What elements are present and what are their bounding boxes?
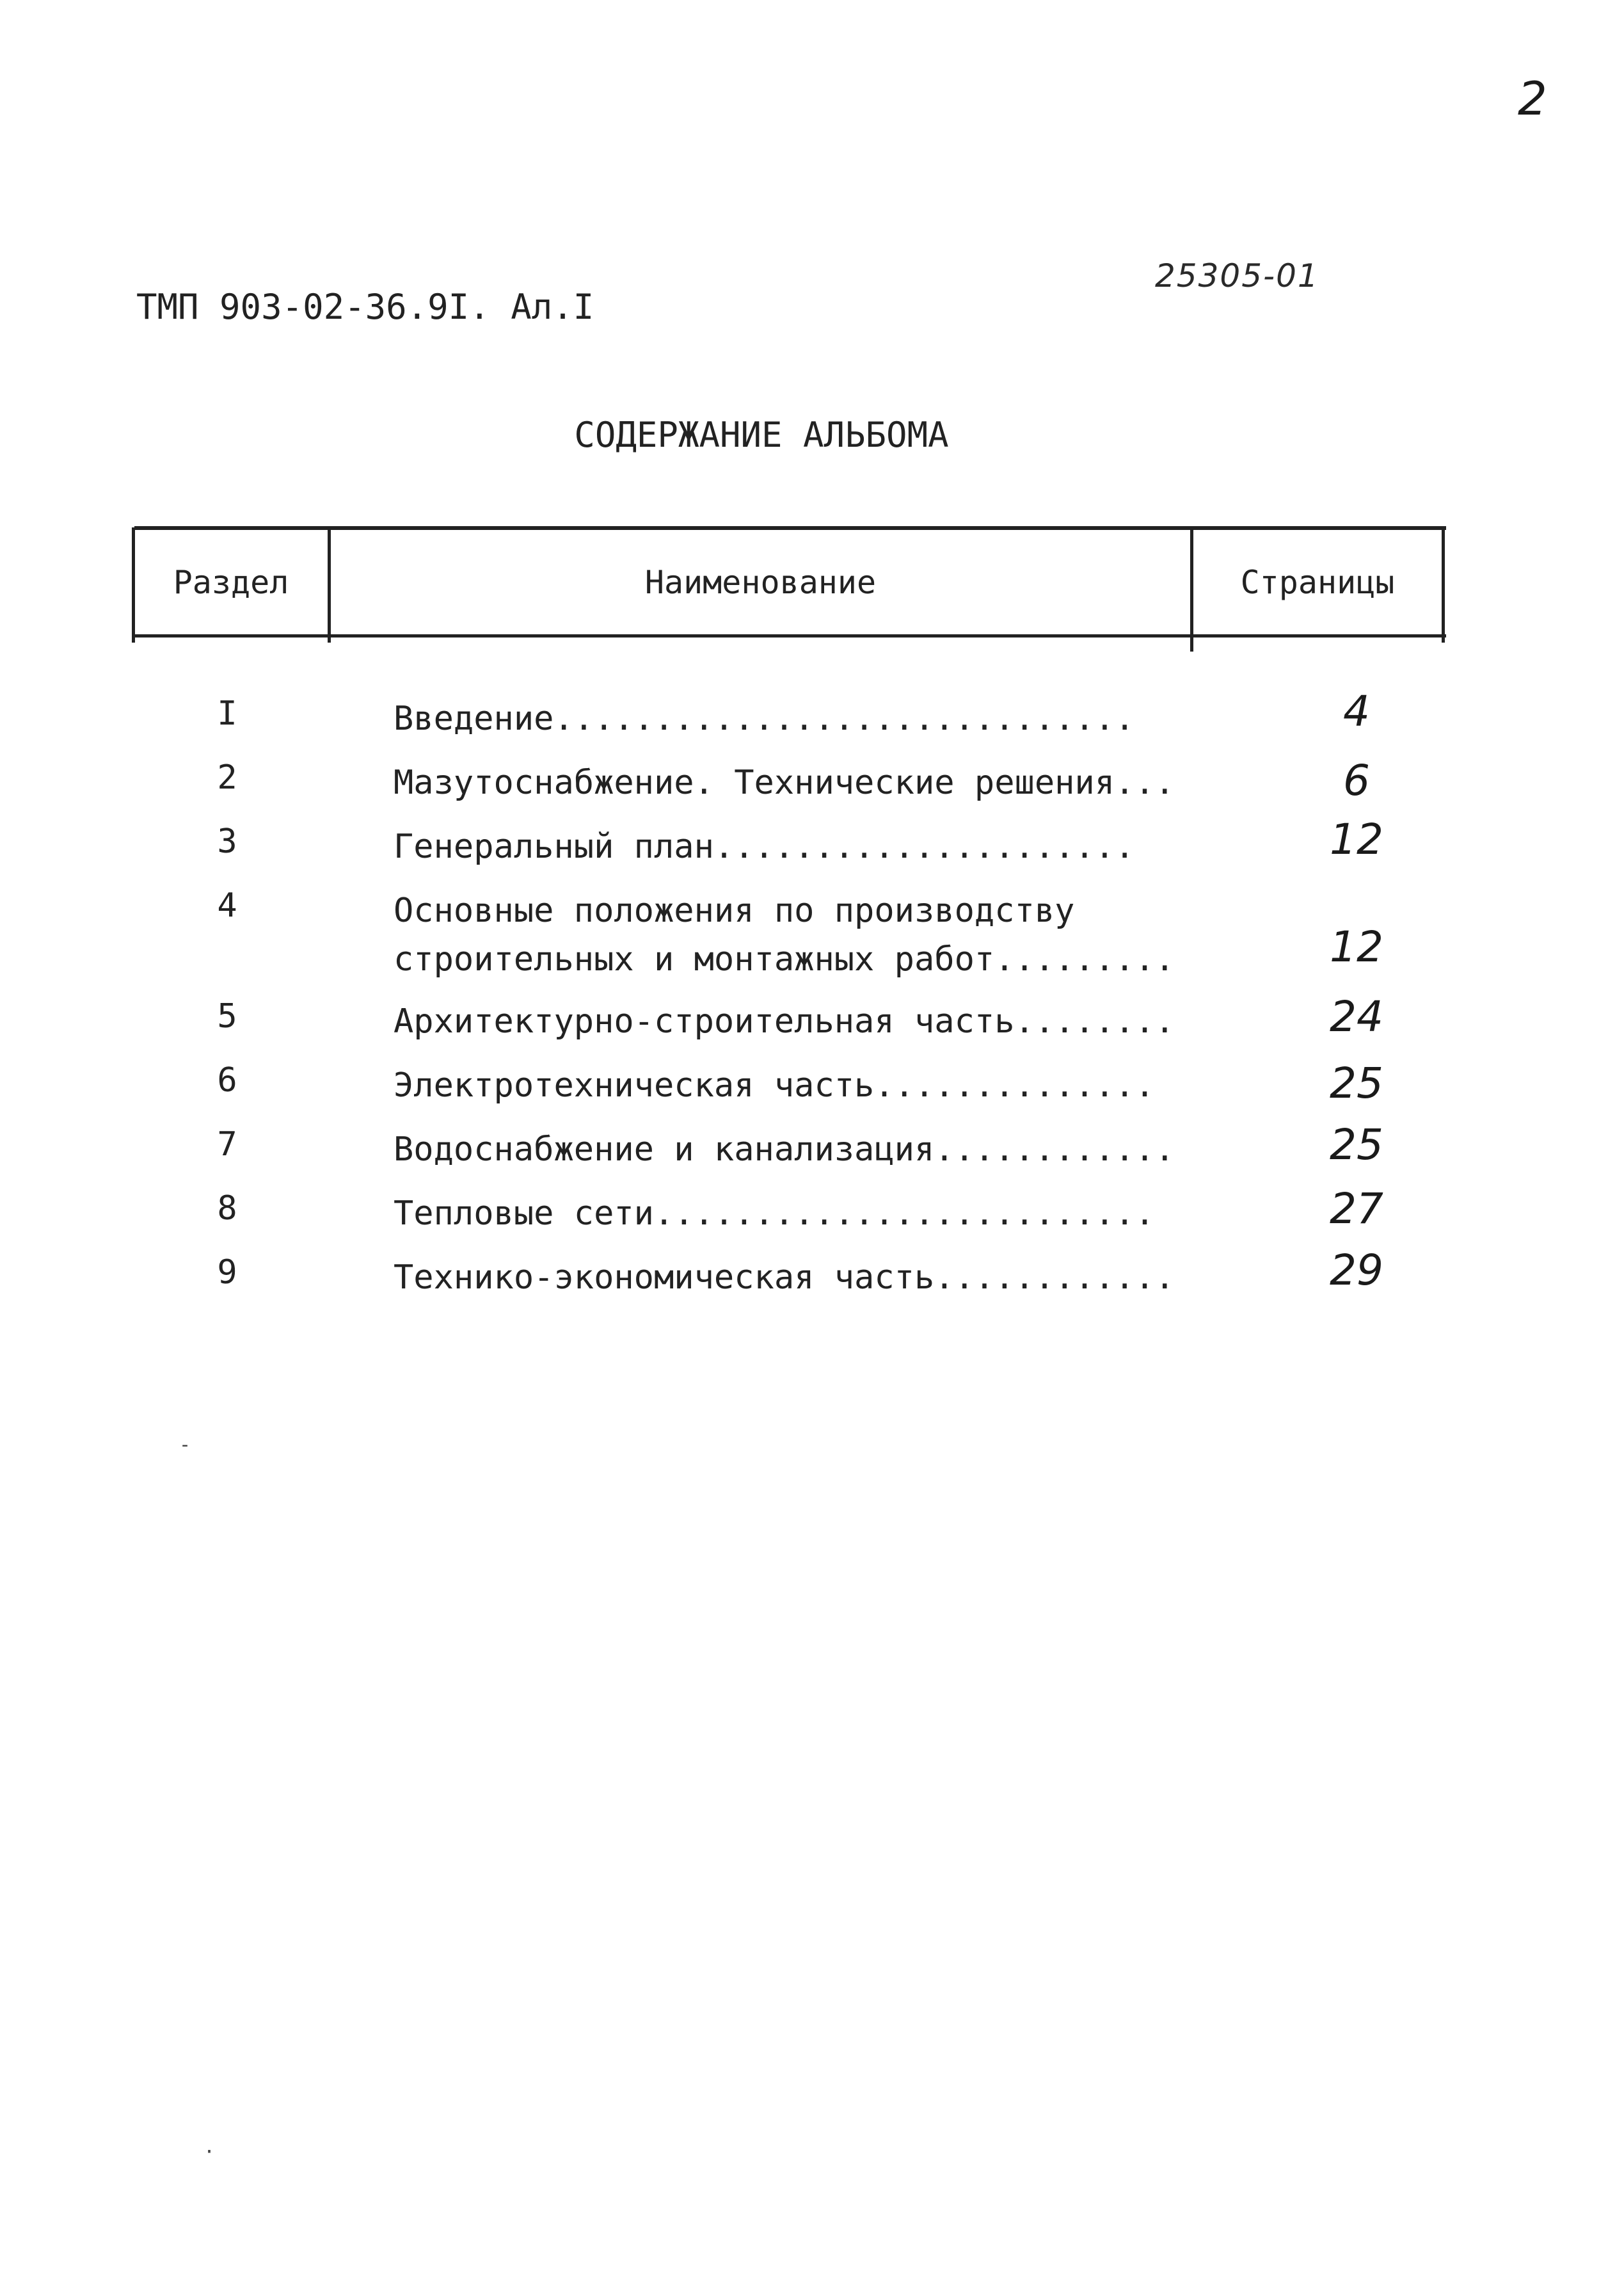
header-right-border — [1442, 527, 1445, 643]
toc-row-title: Мазутоснабжение. Технические решения... — [394, 764, 1175, 802]
toc-row-number: 4 — [217, 886, 237, 925]
toc-row-page: 4 — [1343, 687, 1370, 736]
scan-speck: - — [179, 1434, 191, 1456]
scan-speck: · — [203, 2141, 216, 2163]
toc-row-number: 7 — [217, 1125, 237, 1164]
toc-row-title: Электротехническая часть.............. — [394, 1066, 1155, 1105]
handwritten-code: 25305-01 — [1155, 257, 1319, 294]
toc-row-title: Технико-экономическая часть............ — [394, 1258, 1175, 1297]
toc-row-page: 29 — [1330, 1246, 1383, 1295]
toc-row-title: Введение............................. — [394, 700, 1135, 738]
header-name: Наименование — [644, 563, 877, 601]
header-section: Раздел — [173, 563, 289, 601]
toc-row-page: 24 — [1330, 992, 1383, 1041]
toc-row-number: 6 — [217, 1061, 237, 1100]
toc-row-title: Архитектурно-строительная часть........ — [394, 1002, 1175, 1041]
toc-row-page: 12 — [1330, 922, 1383, 972]
page-number: 2 — [1518, 72, 1547, 125]
toc-row-number: 2 — [217, 758, 237, 797]
toc-row-number: 9 — [217, 1253, 237, 1292]
toc-row-page: 25 — [1330, 1059, 1383, 1108]
table-header — [134, 526, 1446, 637]
toc-row-title: Тепловые сети......................... — [394, 1194, 1155, 1233]
toc-row-title: Водоснабжение и канализация............ — [394, 1130, 1175, 1169]
toc-row-number: I — [217, 694, 237, 733]
toc-row-number: 8 — [217, 1189, 237, 1228]
document-code: ТМП 903-02-36.9I. Ал.I — [136, 287, 594, 327]
header-pages: Страницы — [1240, 563, 1395, 601]
toc-row-page: 27 — [1330, 1184, 1383, 1233]
toc-row-title: Основные положения по производству строительных и монтажных работ......... — [394, 892, 1175, 979]
toc-row-page: 6 — [1343, 756, 1370, 805]
toc-row-number: 3 — [217, 822, 237, 861]
toc-row-title: Генеральный план..................... — [394, 828, 1135, 866]
toc-row-number: 5 — [217, 997, 237, 1036]
album-title: СОДЕРЖАНИЕ АЛЬБОМА — [574, 415, 949, 455]
toc-row-page: 25 — [1330, 1120, 1383, 1169]
toc-row-page: 12 — [1330, 815, 1383, 864]
